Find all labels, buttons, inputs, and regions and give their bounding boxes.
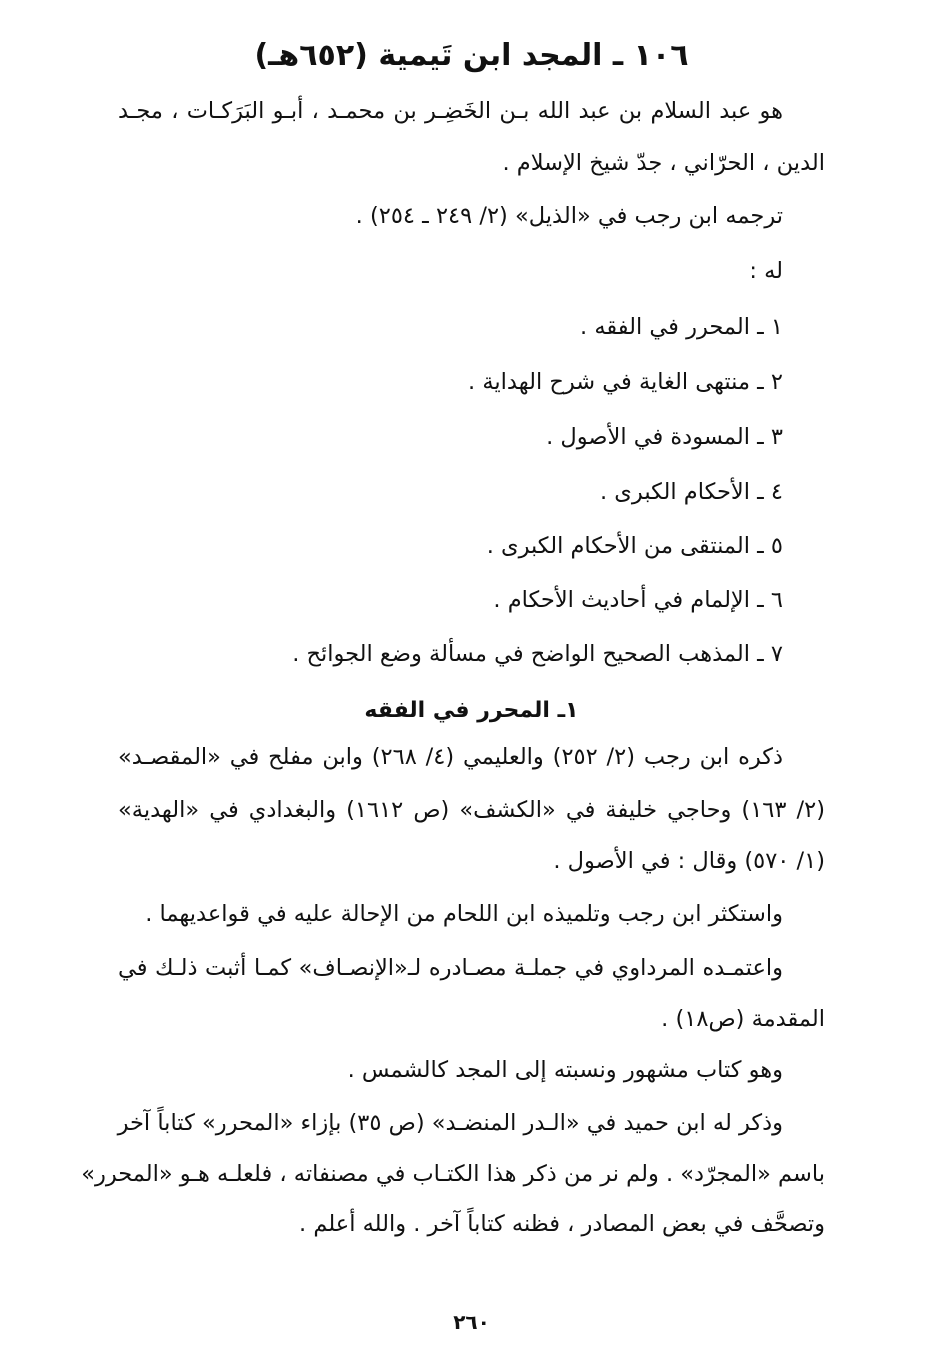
work-item-3: ٣ ـ المسودة في الأصول . (546, 424, 783, 450)
work-item-4: ٤ ـ الأحكام الكبرى . (600, 479, 783, 505)
works-label: له : (749, 258, 783, 284)
translation-reference: ترجمه ابن رجب في «الذيل» (٢/ ٢٤٩ ـ ٢٥٤) . (355, 203, 783, 229)
paragraph-1-line-1: ذكره ابن رجب (٢/ ٢٥٢) والعليمي (٤/ ٢٦٨) وابن مفلح في «المقصـد» (118, 744, 784, 770)
paragraph-5-line-1: وذكر له ابن حميد في «الـدر المنضـد» (ص ٣٥) بإزاء «المحرر» كتاباً آخر (117, 1110, 783, 1136)
work-item-2: ٢ ـ منتهى الغاية في شرح الهداية . (468, 369, 783, 395)
page-number: ٢٦٠ (453, 1310, 490, 1334)
paragraph-5-line-3: وتصحَّف في بعض المصادر ، فظنه كتاباً آخر . والله أعلم . (299, 1211, 825, 1237)
intro-line-1: هو عبد السلام بن عبد الله بـن الخَضِـر بن محمـد ، أبـو البَرَكـات ، مجـد (118, 98, 783, 124)
paragraph-5-line-2: باسم «المجرّد» . ولم نر من ذكر هذا الكتـاب في مصنفاته ، فلعلـه هـو «المحرر» (81, 1161, 825, 1187)
work-item-6: ٦ ـ الإلمام في أحاديث الأحكام . (493, 587, 783, 613)
paragraph-1-line-2: (٢/ ١٦٣) وحاجي خليفة في «الكشف» (ص ١٦١٢) والبغدادي في «الهدية» (118, 797, 825, 823)
page-title: ١٠٦ ـ المجد ابن تَيمية (٦٥٢هـ) (254, 38, 689, 73)
section-heading: ١ـ المحرر في الفقه (364, 698, 579, 723)
paragraph-2: واستكثر ابن رجب وتلميذه ابن اللحام من الإحالة عليه في قواعديهما . (145, 901, 783, 927)
paragraph-3-line-1: واعتمـده المرداوي في جملـة مصـادره لـ«الإنصـاف» كمـا أثبت ذلـك في (118, 955, 783, 981)
intro-line-2: الدين ، الحرّاني ، جدّ شيخ الإسلام . (502, 150, 825, 176)
work-item-7: ٧ ـ المذهب الصحيح الواضح في مسألة وضع الجوائح . (292, 641, 783, 667)
work-item-1: ١ ـ المحرر في الفقه . (580, 314, 783, 340)
work-item-5: ٥ ـ المنتقى من الأحكام الكبرى . (486, 533, 783, 559)
paragraph-1-line-3: (١/ ٥٧٠) وقال : في الأصول . (553, 848, 825, 874)
paragraph-3-line-2: المقدمة (ص١٨) . (661, 1006, 825, 1032)
paragraph-4: وهو كتاب مشهور ونسبته إلى المجد كالشمس . (347, 1057, 783, 1083)
